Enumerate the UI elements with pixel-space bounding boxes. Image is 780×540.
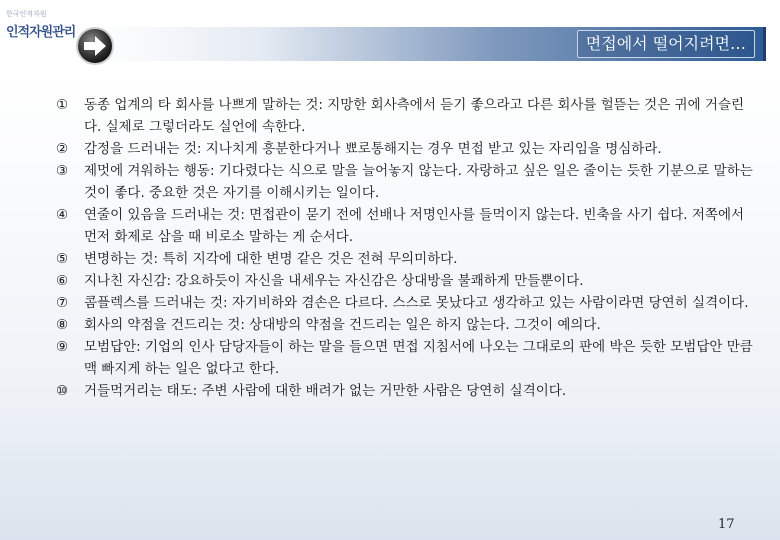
item-text: 콤플렉스를 드러내는 것: 자기비하와 겸손은 다르다. 스스로 못났다고 생각하고 있는 사람이라면 당연히 실격이다. (84, 295, 749, 311)
item-text: 거들먹거리는 태도: 주변 사람에 대한 배려가 없는 거만한 사람은 당연히 실격이다. (84, 383, 567, 399)
list-item (56, 248, 756, 270)
logo-main-text: 인적자원관리 (6, 25, 76, 40)
slide-header (0, 0, 780, 72)
title-band (94, 27, 766, 61)
arrow-right-icon (75, 26, 115, 66)
item-number: ⑥ (56, 273, 69, 289)
list-item (56, 270, 756, 292)
slide-body (0, 72, 780, 540)
item-number: ⑤ (56, 251, 69, 267)
item-number: ④ (56, 207, 69, 223)
item-number: ② (56, 141, 69, 157)
item-text: 감정을 드러내는 것: 지나치게 흥분한다거나 뾰로통해지는 경우 면접 받고 있는 자리임을 명심하라. (84, 141, 662, 157)
item-number: ⑩ (56, 383, 69, 399)
item-number: ① (56, 97, 69, 113)
logo (2, 4, 76, 44)
list-item (56, 138, 756, 160)
list-item (56, 292, 756, 314)
list-item (56, 380, 756, 402)
item-text: 제멋에 겨워하는 행동: 기다렸다는 식으로 말을 늘어놓지 않는다. 자랑하고 싶은 일은 줄이는 듯한 기분으로 말하는 것이 좋다. 중요한 것은 자기를 이해시키는 일이다. (84, 163, 753, 201)
item-number: ⑧ (56, 317, 69, 333)
list-item (56, 160, 756, 204)
item-text: 연줄이 있음을 드러내는 것: 면접관이 묻기 전에 선배나 저명인사를 들먹이지 않는다. 빈축을 사기 쉽다. 저쪽에서 먼저 화제로 삼을 때 비로소 말하는 게 순서다. (84, 207, 745, 245)
list-item (56, 204, 756, 248)
page-number: 17 (718, 517, 735, 532)
item-text: 모범답안: 기업의 인사 담당자들이 하는 말을 들으면 면접 지침서에 나오는 그대로의 판에 박은 듯한 모범답안 만큼 맥 빠지게 하는 일은 없다고 한다. (84, 339, 753, 377)
item-text: 동종 업계의 타 회사를 나쁘게 말하는 것: 지망한 회사측에서 듣기 좋으라고 다른 회사를 헐뜯는 것은 귀에 거슬린다. 실제로 그렇더라도 실언에 속한다. (84, 97, 745, 135)
slide-title: 면접에서 떨어지려면… (577, 30, 755, 58)
list-item (56, 314, 756, 336)
item-number: ③ (56, 163, 69, 179)
item-text: 변명하는 것: 특히 지각에 대한 변명 같은 것은 전혀 무의미하다. (84, 251, 458, 267)
list-item (56, 94, 756, 138)
tips-list (56, 94, 756, 402)
logo-small-text: 한국인적자원 (6, 10, 47, 18)
item-number: ⑦ (56, 295, 69, 311)
item-text: 회사의 약점을 건드리는 것: 상대방의 약점을 건드리는 일은 하지 않는다. 그것이 예의다. (84, 317, 601, 333)
item-text: 지나친 자신감: 강요하듯이 자신을 내세우는 자신감은 상대방을 불쾌하게 만들뿐이다. (84, 273, 584, 289)
list-item (56, 336, 756, 380)
item-number: ⑨ (56, 339, 69, 355)
